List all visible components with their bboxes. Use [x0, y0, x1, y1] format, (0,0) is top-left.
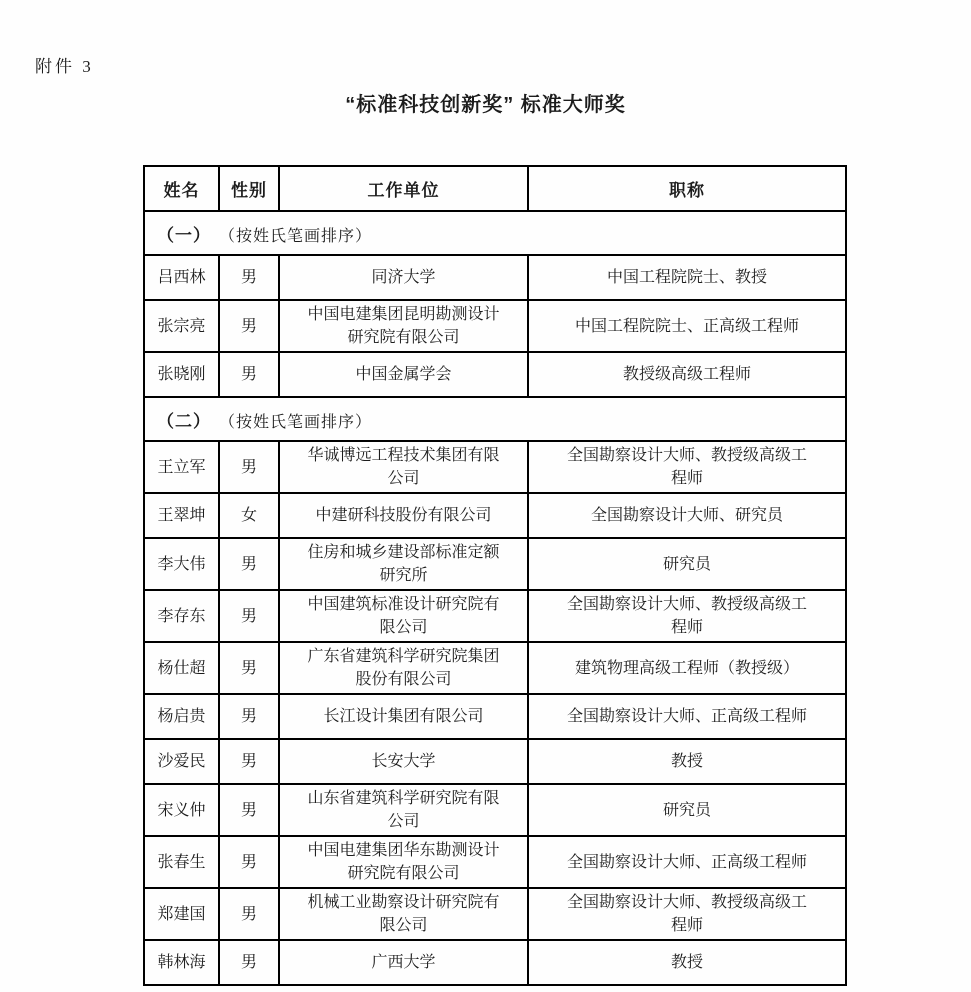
job-title-cell — [528, 255, 846, 300]
gender-cell: 男 — [219, 538, 279, 590]
organization-cell — [279, 590, 528, 642]
organization-cell-text: 中建研科技股份有限公司 — [315, 507, 492, 524]
table-row — [144, 538, 846, 590]
job-title-cell — [528, 739, 846, 784]
job-title-cell-text: 研究员 — [662, 801, 711, 819]
name-cell: 沙爱民 — [144, 739, 219, 784]
job-title-cell — [528, 836, 846, 888]
gender-cell: 男 — [219, 888, 279, 940]
section-label: （一） — [157, 225, 211, 245]
organization-cell-text: 中国建筑标准设计研究院有限公司 — [307, 596, 500, 636]
section-cell — [144, 211, 846, 255]
organization-cell — [279, 694, 528, 739]
table-row — [144, 836, 846, 888]
organization-cell — [279, 538, 528, 590]
organization-cell-text: 华诚博远工程技术集团有限公司 — [307, 447, 500, 487]
job-title-cell-text: 全国勘察设计大师、教授级高级工程师 — [566, 447, 807, 487]
job-title-cell — [528, 888, 846, 940]
gender-cell: 男 — [219, 694, 279, 739]
organization-cell-text: 机械工业勘察设计研究院有限公司 — [307, 894, 500, 934]
section-label: （二） — [157, 411, 211, 431]
organization-cell-text: 中国金属学会 — [355, 366, 452, 383]
gender-cell: 男 — [219, 255, 279, 300]
organization-cell-text: 广西大学 — [371, 954, 436, 971]
job-title-cell-text: 研究员 — [662, 555, 711, 573]
job-title-cell — [528, 300, 846, 352]
organization-cell-text: 中国电建集团华东勘测设计研究院有限公司 — [307, 842, 500, 882]
table-row — [144, 940, 846, 985]
name-cell: 张宗亮 — [144, 300, 219, 352]
job-title-cell-text: 教授 — [670, 954, 703, 971]
job-title-cell-text: 全国勘察设计大师、正高级工程师 — [566, 708, 807, 725]
name-cell: 韩林海 — [144, 940, 219, 985]
gender-cell: 男 — [219, 352, 279, 397]
job-title-cell — [528, 940, 846, 985]
col-header-gender: 性别 — [219, 166, 279, 211]
gender-cell: 男 — [219, 784, 279, 836]
section-cell — [144, 397, 846, 441]
organization-cell — [279, 784, 528, 836]
gender-cell: 男 — [219, 642, 279, 694]
job-title-cell-text: 全国勘察设计大师、教授级高级工程师 — [566, 596, 807, 636]
gender-cell: 男 — [219, 590, 279, 642]
table-row — [144, 255, 846, 300]
col-header-name: 姓名 — [144, 166, 219, 211]
section-row — [144, 211, 846, 255]
organization-cell — [279, 739, 528, 784]
section-row — [144, 397, 846, 441]
gender-cell: 男 — [219, 940, 279, 985]
job-title-cell — [528, 642, 846, 694]
organization-cell-text: 住房和城乡建设部标准定额研究所 — [307, 544, 500, 584]
col-header-title: 职称 — [528, 166, 846, 211]
table-row — [144, 493, 846, 538]
section-note: （按姓氏笔画排序） — [227, 227, 373, 245]
organization-cell — [279, 940, 528, 985]
gender-cell: 女 — [219, 493, 279, 538]
job-title-cell — [528, 493, 846, 538]
job-title-cell — [528, 441, 846, 493]
table-header-row — [144, 166, 846, 211]
col-header-organization: 工作单位 — [279, 166, 528, 211]
job-title-cell — [528, 538, 846, 590]
job-title-cell-text: 全国勘察设计大师、研究员 — [590, 507, 783, 524]
gender-cell: 男 — [219, 739, 279, 784]
name-cell: 杨启贵 — [144, 694, 219, 739]
organization-cell-text: 长江设计集团有限公司 — [323, 708, 484, 725]
job-title-cell — [528, 694, 846, 739]
name-cell: 杨仕超 — [144, 642, 219, 694]
organization-cell — [279, 888, 528, 940]
job-title-cell — [528, 352, 846, 397]
table-row — [144, 300, 846, 352]
attachment-label: 附件 3 — [35, 57, 94, 76]
organization-cell-text: 同济大学 — [371, 269, 436, 286]
job-title-cell-text: 中国工程院院士、正高级工程师 — [574, 317, 799, 335]
organization-cell — [279, 300, 528, 352]
name-cell: 宋义仲 — [144, 784, 219, 836]
page-title: “标准科技创新奖” 标准大师奖 — [345, 94, 626, 116]
gender-cell: 男 — [219, 441, 279, 493]
name-cell: 张晓刚 — [144, 352, 219, 397]
name-cell: 李大伟 — [144, 538, 219, 590]
table-row — [144, 888, 846, 940]
name-cell: 王翠坤 — [144, 493, 219, 538]
organization-cell — [279, 642, 528, 694]
job-title-cell-text: 建筑物理高级工程师（教授级） — [574, 659, 799, 677]
gender-cell: 男 — [219, 300, 279, 352]
name-cell: 郑建国 — [144, 888, 219, 940]
table-row — [144, 784, 846, 836]
organization-cell-text: 山东省建筑科学研究院有限公司 — [307, 790, 500, 830]
job-title-cell-text: 教授级高级工程师 — [622, 366, 751, 383]
table-row — [144, 739, 846, 784]
organization-cell-text: 广东省建筑科学研究院集团股份有限公司 — [307, 648, 500, 688]
name-cell: 李存东 — [144, 590, 219, 642]
organization-cell — [279, 441, 528, 493]
organization-cell — [279, 255, 528, 300]
organization-cell-text: 长安大学 — [371, 753, 436, 770]
organization-cell — [279, 836, 528, 888]
section-note: （按姓氏笔画排序） — [227, 413, 373, 431]
job-title-cell — [528, 590, 846, 642]
job-title-cell-text: 全国勘察设计大师、教授级高级工程师 — [566, 894, 807, 934]
job-title-cell-text: 中国工程院院士、教授 — [606, 269, 767, 286]
name-cell: 王立军 — [144, 441, 219, 493]
table-row — [144, 694, 846, 739]
organization-cell — [279, 493, 528, 538]
gender-cell: 男 — [219, 836, 279, 888]
name-cell: 吕西林 — [144, 255, 219, 300]
organization-cell-text: 中国电建集团昆明勘测设计研究院有限公司 — [307, 306, 500, 346]
name-cell: 张春生 — [144, 836, 219, 888]
table-row — [144, 642, 846, 694]
award-table — [143, 165, 847, 986]
organization-cell — [279, 352, 528, 397]
job-title-cell-text: 全国勘察设计大师、正高级工程师 — [566, 853, 807, 871]
table-row — [144, 441, 846, 493]
job-title-cell — [528, 784, 846, 836]
job-title-cell-text: 教授 — [670, 753, 703, 770]
table-row — [144, 590, 846, 642]
table-row — [144, 352, 846, 397]
